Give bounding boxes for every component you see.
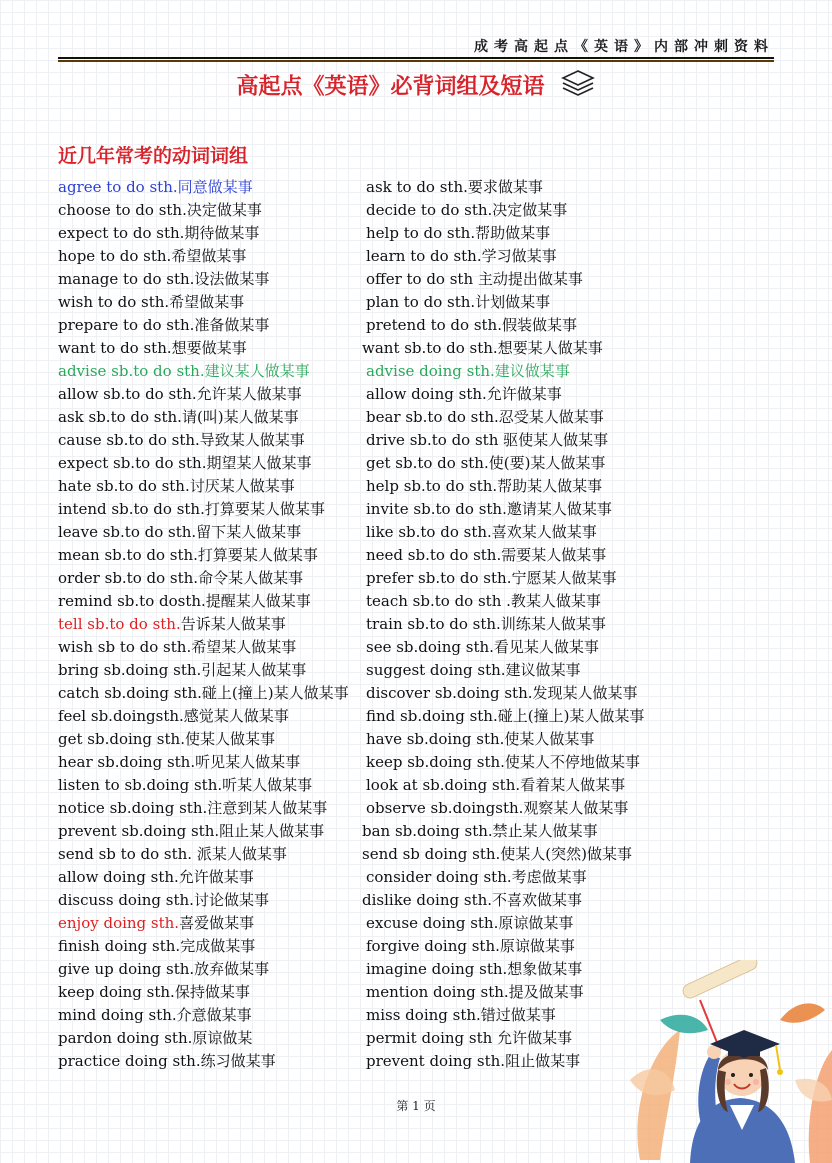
phrase-text: train sb.to do sth.训练某人做某事 [366, 615, 606, 633]
phrase-row [58, 521, 778, 544]
phrase-row [58, 682, 778, 705]
phrase-right [366, 1004, 556, 1027]
phrase-row [58, 222, 778, 245]
phrase-text: leave sb.to do sth.留下某人做某事 [58, 523, 302, 541]
phrase-left [58, 797, 327, 820]
phrase-text: mind doing sth.介意做某事 [58, 1006, 252, 1024]
phrase-right [366, 521, 597, 544]
phrase-right [362, 843, 632, 866]
phrase-text: catch sb.doing sth.碰上(撞上)某人做某事 [58, 684, 349, 702]
phrase-left [58, 314, 269, 337]
phrase-right [366, 245, 557, 268]
phrase-text: practice doing sth.练习做某事 [58, 1052, 276, 1070]
phrase-left [58, 912, 254, 935]
phrase-text: hear sb.doing sth.听见某人做某事 [58, 753, 301, 771]
phrase-text: need sb.to do sth.需要某人做某事 [366, 546, 607, 564]
phrase-text: discuss doing sth.讨论做某事 [58, 891, 269, 909]
phrase-right [366, 613, 606, 636]
phrase-left [58, 475, 295, 498]
phrase-left [58, 705, 289, 728]
phrase-row [58, 751, 778, 774]
phrase-right [366, 176, 543, 199]
phrase-text: send sb doing sth.使某人(突然)做某事 [362, 845, 632, 863]
phrase-right [366, 751, 640, 774]
phrase-text: remind sb.to dosth.提醒某人做某事 [58, 592, 311, 610]
phrase-text: look at sb.doing sth.看着某人做某事 [366, 776, 626, 794]
phrase-text: hope to do sth.希望做某事 [58, 247, 247, 265]
page-number: 第 1 页 [396, 1099, 436, 1113]
phrase-row [58, 613, 778, 636]
phrase-text: offer to do sth 主动提出做某事 [366, 270, 583, 288]
phrase-text: want to do sth.想要做某事 [58, 339, 247, 357]
phrase-left [58, 728, 275, 751]
phrase-left [58, 176, 253, 199]
phrase-row [58, 383, 778, 406]
phrase-meaning: 告诉某人做某事 [180, 615, 286, 633]
phrase-text: send sb to do sth. 派某人做某事 [58, 845, 287, 863]
phrase-text: prepare to do sth.准备做某事 [58, 316, 270, 334]
phrase-left [58, 521, 301, 544]
phrase-left [58, 636, 296, 659]
phrase-text: suggest doing sth.建议做某事 [366, 661, 581, 679]
phrase-row [58, 199, 778, 222]
phrase-text: pretend to do sth.假装做某事 [366, 316, 577, 334]
phrase-left [58, 613, 286, 636]
phrase-left [58, 820, 324, 843]
phrase-left [58, 1004, 252, 1027]
phrase-left [58, 958, 269, 981]
phrase-left [58, 843, 287, 866]
phrase-text: get sb.to do sth.使(要)某人做某事 [366, 454, 606, 472]
phrase-left [58, 337, 247, 360]
phrase-row [58, 659, 778, 682]
phrase-row [58, 567, 778, 590]
phrase-left [58, 268, 269, 291]
phrase-right [366, 452, 605, 475]
phrase-text: have sb.doing sth.使某人做某事 [366, 730, 595, 748]
phrase-text: help to do sth.帮助做某事 [366, 224, 551, 242]
phrase-left [58, 567, 303, 590]
phrase-row [58, 843, 778, 866]
header-divider-accent [58, 60, 774, 62]
phrase-row [58, 590, 778, 613]
phrase-left [58, 774, 312, 797]
phrase-right [366, 935, 575, 958]
phrase-left [58, 659, 306, 682]
phrase-text: get sb.doing sth.使某人做某事 [58, 730, 275, 748]
phrase-left [58, 1050, 276, 1073]
phrase-left [58, 544, 318, 567]
phrase-text: prevent doing sth.阻止做某事 [366, 1052, 581, 1070]
phrase-right [366, 544, 606, 567]
phrase-right [366, 705, 644, 728]
phrase-text: cause sb.to do sth.导致某人做某事 [58, 431, 305, 449]
section-heading: 近几年常考的动词词组 [58, 145, 249, 167]
phrase-right [362, 337, 603, 360]
phrase-text: order sb.to do sth.命令某人做某事 [58, 569, 304, 587]
phrase-text: teach sb.to do sth .教某人做某事 [366, 592, 601, 610]
phrase-right [366, 728, 594, 751]
phrase-text: observe sb.doingsth.观察某人做某事 [366, 799, 629, 817]
phrase-row [58, 797, 778, 820]
phrase-left [58, 1027, 252, 1050]
phrase-text: tell sb.to do sth. [58, 615, 181, 633]
phrase-text: bear sb.to do sth.忍受某人做某事 [366, 408, 604, 426]
phrase-text: permit doing sth 允许做某事 [366, 1029, 573, 1047]
phrase-text: mean sb.to do sth.打算要某人做某事 [58, 546, 318, 564]
phrase-row [58, 774, 778, 797]
phrase-right [366, 429, 608, 452]
phrase-right [366, 567, 616, 590]
document-header: 成考高起点《英语》内部冲刺资料 [474, 39, 774, 55]
phrase-text: forgive doing sth.原谅做某事 [366, 937, 575, 955]
phrase-left [58, 360, 310, 383]
phrase-text: drive sb.to do sth 驱使某人做某事 [366, 431, 609, 449]
phrase-row [58, 245, 778, 268]
phrase-row [58, 889, 778, 912]
phrase-text: miss doing sth.错过做某事 [366, 1006, 556, 1024]
phrase-right [366, 1027, 572, 1050]
phrase-text: keep doing sth.保持做某事 [58, 983, 250, 1001]
phrase-right [366, 406, 604, 429]
layers-icon [560, 68, 596, 102]
phrase-text: prefer sb.to do sth.宁愿某人做某事 [366, 569, 617, 587]
phrase-text: ban sb.doing sth.禁止某人做某事 [362, 822, 598, 840]
phrase-text: plan to do sth.计划做某事 [366, 293, 551, 311]
phrase-row [58, 498, 778, 521]
phrase-text: expect to do sth.期待做某事 [58, 224, 260, 242]
phrase-text: listen to sb.doing sth.听某人做某事 [58, 776, 313, 794]
phrase-row [58, 268, 778, 291]
phrase-row [58, 429, 778, 452]
phrase-left [58, 866, 254, 889]
phrase-row [58, 728, 778, 751]
phrase-left [58, 751, 300, 774]
phrase-right [366, 268, 583, 291]
phrase-row [58, 360, 778, 383]
phrase-text: agree to do sth.同意做某事 [58, 178, 253, 196]
phrase-text: feel sb.doingsth.感觉某人做某事 [58, 707, 289, 725]
phrase-text: mention doing sth.提及做某事 [366, 983, 584, 1001]
phrase-text: consider doing sth.考虑做某事 [366, 868, 587, 886]
phrase-row [58, 544, 778, 567]
phrase-text: invite sb.to do sth.邀请某人做某事 [366, 500, 612, 518]
phrase-right [366, 314, 577, 337]
phrase-left [58, 935, 255, 958]
phrase-text: ask to do sth.要求做某事 [366, 178, 543, 196]
phrase-text: bring sb.doing sth.引起某人做某事 [58, 661, 307, 679]
phrase-text: imagine doing sth.想象做某事 [366, 960, 583, 978]
phrase-right [366, 360, 570, 383]
phrase-left [58, 981, 250, 1004]
phrase-text: pardon doing sth.原谅做某 [58, 1029, 253, 1047]
phrase-row [58, 406, 778, 429]
phrase-text: dislike doing sth.不喜欢做某事 [362, 891, 583, 909]
phrase-left [58, 498, 325, 521]
graduate-illustration [630, 960, 832, 1163]
phrase-text: wish sb to do sth.希望某人做某事 [58, 638, 297, 656]
phrase-left [58, 406, 299, 429]
phrase-text: advise doing sth.建议做某事 [366, 362, 570, 380]
phrase-text: finish doing sth.完成做某事 [58, 937, 256, 955]
phrase-text: choose to do sth.决定做某事 [58, 201, 262, 219]
phrase-text: intend sb.to do sth.打算要某人做某事 [58, 500, 325, 518]
phrase-text: decide to do sth.决定做某事 [366, 201, 568, 219]
phrase-row [58, 475, 778, 498]
phrase-text: allow doing sth.允许做某事 [366, 385, 562, 403]
phrase-right [366, 498, 612, 521]
phrase-text: discover sb.doing sth.发现某人做某事 [366, 684, 638, 702]
phrase-right [366, 866, 587, 889]
phrase-right [366, 659, 581, 682]
phrase-text: learn to do sth.学习做某事 [366, 247, 557, 265]
phrase-text: prevent sb.doing sth.阻止某人做某事 [58, 822, 325, 840]
phrase-left [58, 222, 259, 245]
phrase-text: hate sb.to do sth.讨厌某人做某事 [58, 477, 295, 495]
phrase-left [58, 291, 244, 314]
phrase-right [366, 636, 599, 659]
phrase-row [58, 314, 778, 337]
phrase-row [58, 636, 778, 659]
phrase-right [366, 912, 573, 935]
title-block [0, 68, 832, 102]
phrase-text: ask sb.to do sth.请(叫)某人做某事 [58, 408, 299, 426]
phrase-right [362, 889, 582, 912]
page-title: 高起点《英语》必背词组及短语 [236, 74, 545, 100]
phrase-right [366, 682, 638, 705]
phrase-row [58, 291, 778, 314]
phrase-left [58, 590, 311, 613]
phrase-text: excuse doing sth.原谅做某事 [366, 914, 574, 932]
phrase-text: keep sb.doing sth.使某人不停地做某事 [366, 753, 640, 771]
phrase-row [58, 705, 778, 728]
phrase-left [58, 245, 246, 268]
vocab-list [58, 176, 778, 1073]
phrase-right [366, 475, 602, 498]
phrase-right [366, 199, 567, 222]
phrase-right [366, 797, 628, 820]
phrase-meaning: 喜爱做某事 [179, 914, 255, 932]
phrase-left [58, 682, 349, 705]
phrase-right [366, 774, 625, 797]
phrase-right [366, 383, 562, 406]
phrase-text: notice sb.doing sth.注意到某人做某事 [58, 799, 328, 817]
phrase-text: expect sb.to do sth.期望某人做某事 [58, 454, 312, 472]
phrase-text: find sb.doing sth.碰上(撞上)某人做某事 [366, 707, 645, 725]
phrase-text: see sb.doing sth.看见某人做某事 [366, 638, 599, 656]
phrase-row [58, 452, 778, 475]
phrase-row [58, 820, 778, 843]
phrase-right [366, 958, 582, 981]
phrase-left [58, 452, 311, 475]
phrase-text: allow doing sth.允许做某事 [58, 868, 254, 886]
phrase-text: enjoy doing sth. [58, 914, 180, 932]
header-divider [58, 57, 774, 59]
phrase-row [58, 935, 778, 958]
phrase-right [366, 981, 584, 1004]
phrase-right [362, 820, 598, 843]
phrase-row [58, 866, 778, 889]
phrase-text: help sb.to do sth.帮助某人做某事 [366, 477, 603, 495]
phrase-left [58, 429, 305, 452]
phrase-left [58, 889, 269, 912]
phrase-left [58, 383, 302, 406]
phrase-text: allow sb.to do sth.允许某人做某事 [58, 385, 302, 403]
phrase-left [58, 199, 262, 222]
phrase-text: give up doing sth.放弃做某事 [58, 960, 270, 978]
phrase-right [366, 1050, 580, 1073]
phrase-row [58, 337, 778, 360]
phrase-text: manage to do sth.设法做某事 [58, 270, 270, 288]
phrase-text: want sb.to do sth.想要某人做某事 [362, 339, 603, 357]
phrase-text: wish to do sth.希望做某事 [58, 293, 245, 311]
phrase-right [366, 590, 601, 613]
phrase-right [366, 291, 550, 314]
phrase-row [58, 912, 778, 935]
phrase-text: like sb.to do sth.喜欢某人做某事 [366, 523, 597, 541]
phrase-right [366, 222, 550, 245]
phrase-text: advise sb.to do sth.建议某人做某事 [58, 362, 310, 380]
phrase-row [58, 176, 778, 199]
